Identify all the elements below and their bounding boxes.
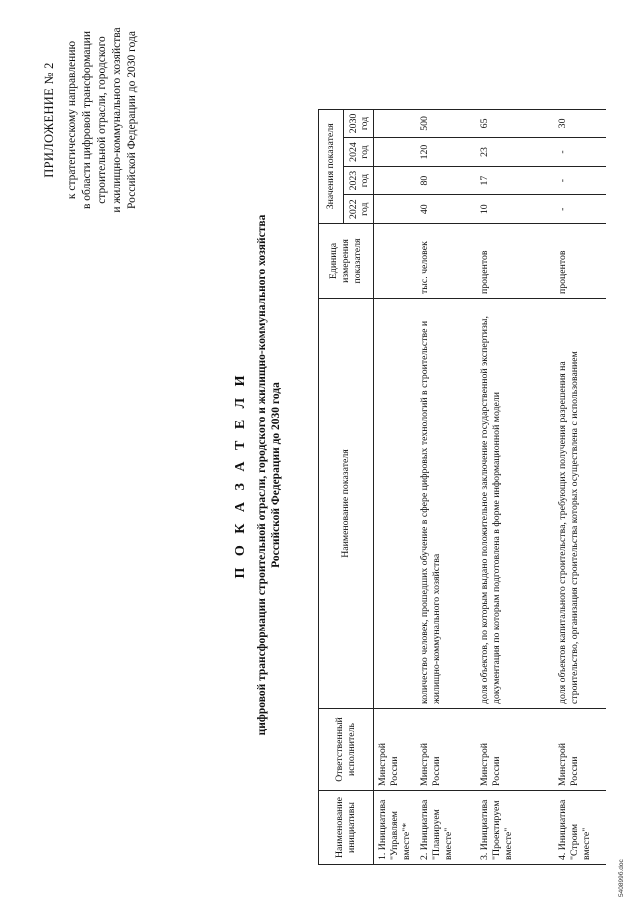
cell-initiative: 2. Инициатива "Планируем вместе" — [416, 791, 476, 865]
appendix-line: Российской Федерации до 2030 года — [126, 31, 138, 209]
cell-value: 500 — [416, 109, 476, 138]
cell-unit: процентов — [554, 224, 606, 299]
table-row — [416, 109, 476, 864]
header-executor: Ответственный исполнитель — [319, 709, 374, 791]
cell-executor: Минстрой России — [476, 709, 554, 791]
cell-value: 65 — [476, 109, 554, 138]
header-values-group: Значения показателя — [319, 109, 344, 223]
header-unit: Единица измерения показателя — [319, 224, 374, 299]
header-year: 2023 год — [344, 166, 374, 195]
header-year: 2030 год — [344, 109, 374, 138]
table-row — [476, 109, 554, 864]
cell-unit — [374, 224, 417, 299]
cell-indicator: доля объектов капитального строительства, требующих получения разрешения на строительство, организация строительства которых осуществлена с использованием — [554, 299, 606, 709]
cell-value: - — [554, 166, 606, 195]
cell-initiative: 4. Инициатива "Строим вместе" — [554, 791, 606, 865]
cell-executor: Минстрой России — [554, 709, 606, 791]
cell-value: - — [554, 195, 606, 224]
cell-value: - — [554, 138, 606, 167]
heading-subtitle-1: цифровой трансформации строительной отрасли, городского и жилищно-коммунального хозяйства — [256, 214, 268, 736]
cell-unit: процентов — [476, 224, 554, 299]
cell-value: 120 — [416, 138, 476, 167]
appendix-title: ПРИЛОЖЕНИЕ № 2 — [42, 62, 56, 178]
appendix-line: строительной отрасли, городского — [96, 36, 108, 204]
cell-indicator: количество человек, прошедших обучение в сфере цифровых технологий в строительстве и жилищно-коммунального хозяйства — [416, 299, 476, 709]
table-row — [554, 109, 606, 864]
appendix-line: и жилищно-коммунального хозяйства — [111, 27, 123, 213]
cell-value — [374, 195, 417, 224]
document-heading — [233, 195, 283, 755]
cell-value — [374, 109, 417, 138]
appendix-line: в области цифровой трансформации — [81, 31, 93, 209]
header-initiative: Наименование инициативы — [319, 791, 374, 865]
cell-executor: Минстрой России — [416, 709, 476, 791]
appendix-line: к стратегическому направлению — [66, 40, 78, 200]
cell-value: 17 — [476, 166, 554, 195]
heading-subtitle-2: Российской Федерации до 2030 года — [270, 382, 282, 568]
cell-value: 23 — [476, 138, 554, 167]
cell-value — [374, 166, 417, 195]
cell-indicator: доля объектов, по которым выдано положительное заключение государственной экспертизы, документация по которым подготовлена в форме информационной модели — [476, 299, 554, 709]
cell-value: 10 — [476, 195, 554, 224]
cell-value: 40 — [416, 195, 476, 224]
cell-indicator — [374, 299, 417, 709]
cell-initiative: 1. Инициатива "Управляем вместе"* — [374, 791, 417, 865]
cell-value — [374, 138, 417, 167]
header-year: 2022 год — [344, 195, 374, 224]
header-indicator: Наименование показателя — [319, 299, 374, 709]
cell-value: 30 — [554, 109, 606, 138]
cell-executor: Минстрой России — [374, 709, 417, 791]
indicators-table — [318, 109, 606, 865]
heading-title: П О К А З А Т Е Л И — [233, 371, 248, 579]
cell-unit: тыс. человек — [416, 224, 476, 299]
footer-filename: 540899б.doc — [618, 859, 625, 897]
table-row — [374, 109, 417, 864]
cell-initiative: 3. Инициатива "Проектируем вместе" — [476, 791, 554, 865]
cell-value: 80 — [416, 166, 476, 195]
appendix-block — [42, 25, 140, 215]
header-year: 2024 год — [344, 138, 374, 167]
